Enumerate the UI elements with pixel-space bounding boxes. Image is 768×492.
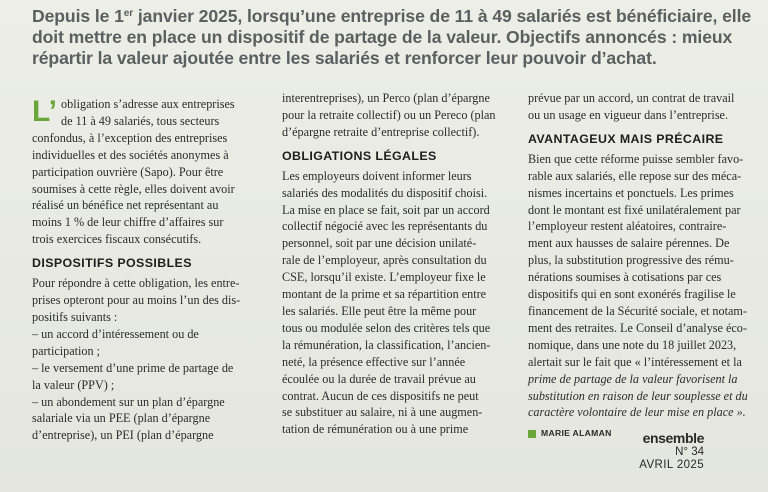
issue-number: N° 34 <box>675 446 704 458</box>
text-line: rale de l’employeur, après consultation du <box>282 253 487 268</box>
magazine-branding <box>620 430 704 472</box>
text-line: salariale via un PEE (plan d’épargne <box>32 411 211 426</box>
text-line: participation ; <box>32 343 101 358</box>
text-line: moins 1 % de leur chiffre d’affaires sur <box>32 215 224 230</box>
text-line: personnel, soit par une décision unilaté- <box>282 236 477 251</box>
text-line: neté, la présence effective sur l’année <box>282 354 466 369</box>
text-line: nomique, dans une note du 18 juillet 2023, <box>528 337 737 352</box>
avantageux-paragraph <box>528 151 760 422</box>
text-line: dispositifs qui en sont exonérés fragilise le <box>528 287 736 302</box>
drop-cap: L’ <box>32 95 58 128</box>
text-line: réalisé un bénéfice net représentant au <box>32 198 219 213</box>
dispositifs-paragraph <box>32 275 268 444</box>
text-line: positifs suivants : <box>32 309 118 324</box>
text-line: prime de partage de la valeur favorisent la <box>528 371 738 386</box>
text-line: l’employeur restent aléatoires, contraire- <box>528 219 727 234</box>
text-line: obligation s’adresse aux entreprises <box>61 97 235 111</box>
heading-avantageux: AVANTAGEUX MAIS PRÉCAIRE <box>528 131 724 146</box>
text-line: – un abondement sur un plan d’épargne <box>32 394 225 409</box>
text-line: collectif négocié avec les représentants du <box>282 219 488 234</box>
text-line: ment des retraites. Le Conseil d’analyse éco- <box>528 320 747 335</box>
text-line: pour la retraite collectif) ou un Pereco (plan <box>282 107 496 122</box>
author-name: MARIE ALAMAN <box>541 428 612 439</box>
column-2 <box>282 90 514 438</box>
standfirst-part1: Depuis le 1 <box>32 6 124 26</box>
column-3-continuation <box>528 90 760 124</box>
text-line: dont le montant est fixé unilatéralement par <box>528 202 741 217</box>
text-line: individuelles et des sociétés anonymes à <box>32 147 229 162</box>
text-line: rable aux salariés, elle repose sur des méca- <box>528 168 742 183</box>
text-line: confondus, à l’exception des entreprises <box>32 130 228 145</box>
standfirst <box>32 6 754 69</box>
text-line: d’épargne retraite d’entreprise collectif). <box>282 124 480 139</box>
text-line: substitution en raison de leur souplesse et du <box>528 388 748 403</box>
text-line: trois exercices fiscaux consécutifs. <box>32 232 202 247</box>
text-line: financement de la Sécurité sociale, et notam- <box>528 303 747 318</box>
text-line: nérations soumises à cotisations par ces <box>528 270 722 285</box>
text-line: montant de la prime et sa répartition entre <box>282 287 487 302</box>
standfirst-part2: janvier 2025, lorsqu’une entreprise de 11 à 49 salariés est bénéficiaire, elle doit mettre en place un dispositif de partage de la valeur. Objectifs annoncés : mieux répartir la valeur ajoutée entre les salariés et renforcer leur pouvoir d’achat. <box>32 6 752 68</box>
magazine-logo: ensemble <box>642 430 704 446</box>
text-line: écoulée ou la durée de travail prévue au <box>282 371 476 386</box>
text-line: alertait sur le fait que « l’intéressement et la <box>528 354 742 369</box>
column-2-continuation <box>282 90 514 141</box>
text-line: prises opteront pour au moins l’un des dis- <box>32 293 241 308</box>
text-line: participation ouvrière (Sapo). Pour être <box>32 164 224 179</box>
text-line: la rémunération, la classification, l’ancien- <box>282 337 491 352</box>
column-3 <box>528 90 760 442</box>
text-line: les salariés. Elle peut être la même pour <box>282 303 477 318</box>
text-line: d’entreprise), un PEI (plan d’épargne <box>32 428 214 443</box>
text-line: Les employeurs doivent informer leurs <box>282 168 472 183</box>
text-line: – le versement d’une prime de partage de <box>32 360 234 375</box>
text-line: de 11 à 49 salariés, tous secteurs <box>61 113 220 128</box>
column-1 <box>32 96 268 444</box>
text-line: Pour répondre à cette obligation, les entre- <box>32 276 240 291</box>
text-line: soumises à cette règle, elles doivent avoir <box>32 181 235 196</box>
text-line: salariés des modalités du dispositif choisi. <box>282 185 488 200</box>
text-line: la valeur (PPV) ; <box>32 377 115 392</box>
text-line: contrat. Aucun de ces dispositifs ne peut <box>282 388 479 403</box>
issue-date: AVRIL 2025 <box>639 459 704 471</box>
text-line: tous ou modulée selon des critères tels que <box>282 320 491 335</box>
text-line: ou un usage en vigueur dans l’entreprise. <box>528 107 729 122</box>
heading-obligations: OBLIGATIONS LÉGALES <box>282 148 437 163</box>
obligations-paragraph <box>282 168 514 439</box>
signature-square-icon <box>528 430 536 438</box>
text-line: plus, la substitution progressive des rému- <box>528 253 734 268</box>
text-line: ment aux hausses de salaire pérennes. De <box>528 236 730 251</box>
intro-paragraph <box>32 96 268 248</box>
text-line: – un accord d’intéressement ou de <box>32 326 199 341</box>
text-line: caractère volontaire de leur mise en place ». <box>528 405 746 420</box>
text-line: CSE, lorsqu’il existe. L’employeur fixe le <box>282 270 486 285</box>
text-line: La mise en place se fait, soit par un accord <box>282 202 490 217</box>
text-line: interentreprises), un Perco (plan d’épargne <box>282 91 490 105</box>
text-line: nismes incertains et ponctuels. Les primes <box>528 185 734 200</box>
text-line: prévue par un accord, un contrat de travail <box>528 91 735 105</box>
heading-dispositifs: DISPOSITIFS POSSIBLES <box>32 256 192 271</box>
text-line: se substituer au salaire, ni à une augmen- <box>282 405 483 420</box>
text-line: tation de rémunération ou à une prime <box>282 422 469 437</box>
text-line: Bien que cette réforme puisse sembler favo- <box>528 151 744 166</box>
standfirst-superscript: er <box>123 8 134 19</box>
